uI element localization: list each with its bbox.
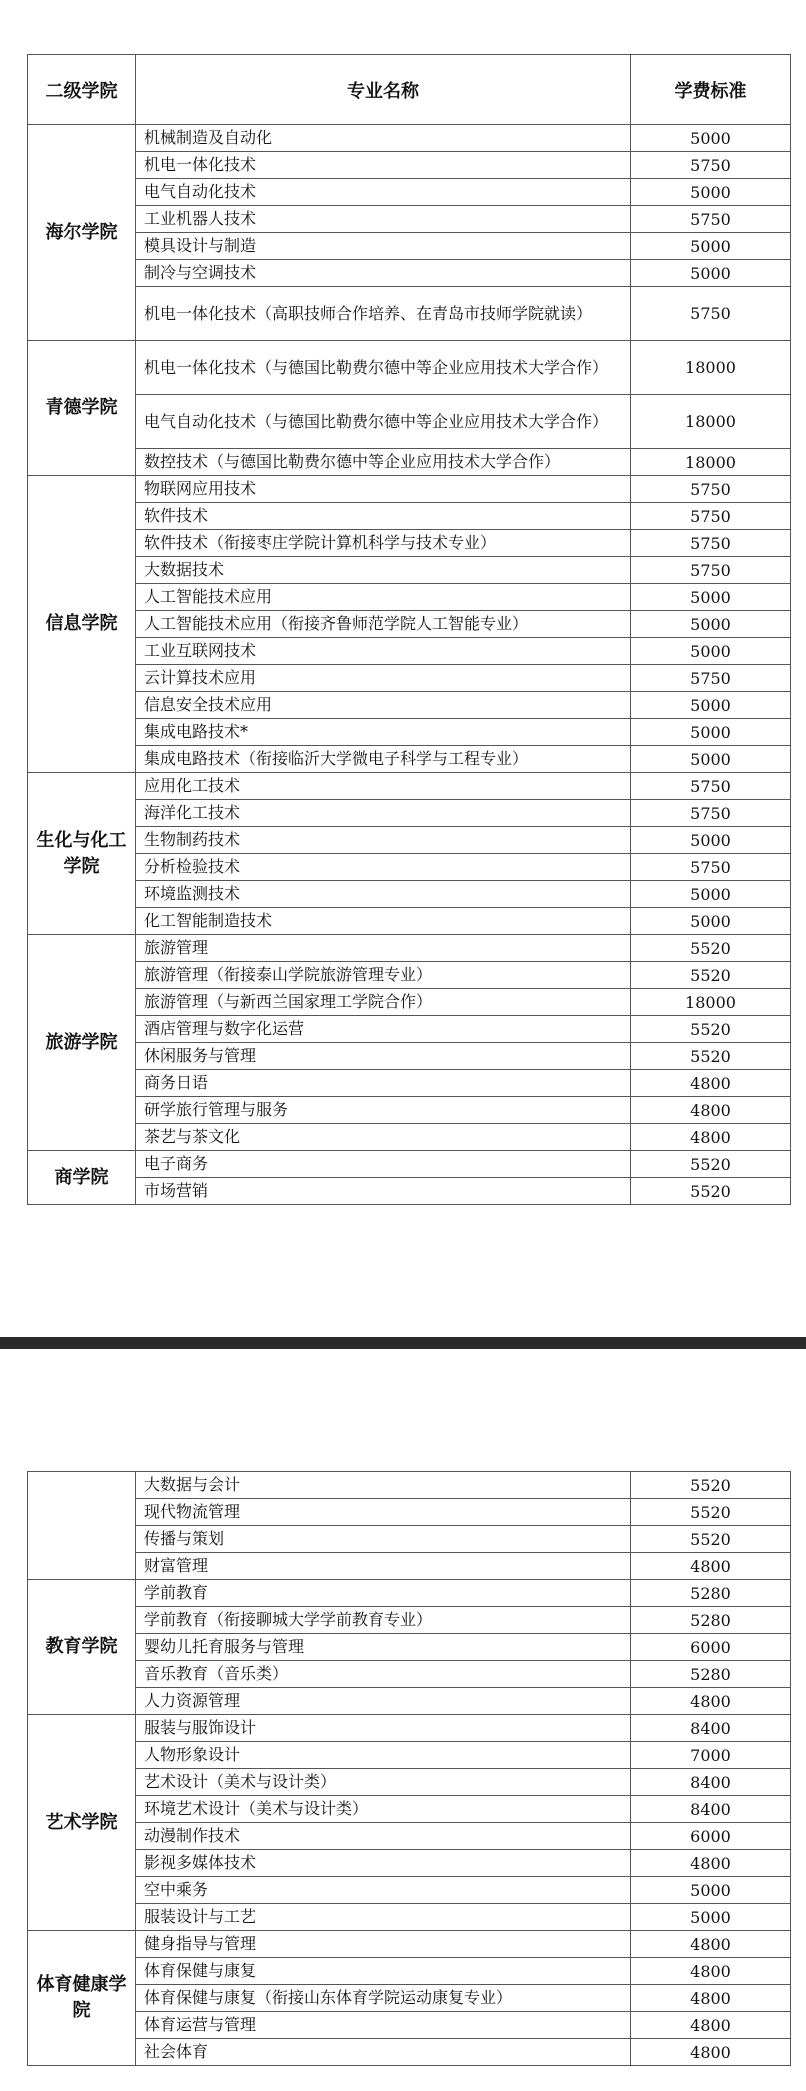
fee-cell: 5750 (631, 287, 791, 341)
fee-cell: 5520 (631, 1526, 791, 1553)
major-cell: 服装与服饰设计 (136, 1715, 631, 1742)
major-cell: 大数据技术 (136, 557, 631, 584)
college-cell: 商学院 (28, 1151, 136, 1205)
major-cell: 健身指导与管理 (136, 1931, 631, 1958)
fee-cell: 4800 (631, 1553, 791, 1580)
table-row (28, 1985, 791, 2012)
major-cell: 现代物流管理 (136, 1499, 631, 1526)
fee-cell: 4800 (631, 1850, 791, 1877)
fee-cell: 5000 (631, 908, 791, 935)
major-cell: 工业机器人技术 (136, 206, 631, 233)
major-cell: 机电一体化技术（与德国比勒费尔德中等企业应用技术大学合作） (136, 341, 631, 395)
college-cell: 信息学院 (28, 476, 136, 773)
table-row (28, 206, 791, 233)
fee-cell: 5750 (631, 476, 791, 503)
table-row (28, 935, 791, 962)
fee-cell: 5000 (631, 260, 791, 287)
header-college: 二级学院 (28, 55, 136, 125)
fee-cell: 5000 (631, 584, 791, 611)
table-row (28, 1715, 791, 1742)
major-cell: 休闲服务与管理 (136, 1043, 631, 1070)
fee-cell: 4800 (631, 1097, 791, 1124)
fee-cell: 4800 (631, 1958, 791, 1985)
table-row (28, 395, 791, 449)
table-row (28, 692, 791, 719)
table-row (28, 287, 791, 341)
major-cell: 社会体育 (136, 2039, 631, 2066)
table-row (28, 908, 791, 935)
table-row (28, 1877, 791, 1904)
major-cell: 茶艺与茶文化 (136, 1124, 631, 1151)
major-cell: 影视多媒体技术 (136, 1850, 631, 1877)
fee-table-part-2 (27, 1471, 791, 2066)
table-row (28, 854, 791, 881)
table-row (28, 1634, 791, 1661)
major-cell: 服装设计与工艺 (136, 1904, 631, 1931)
major-cell: 体育保健与康复 (136, 1958, 631, 1985)
table-row (28, 557, 791, 584)
fee-cell: 6000 (631, 1634, 791, 1661)
major-cell: 旅游管理（衔接泰山学院旅游管理专业） (136, 962, 631, 989)
fee-cell: 5520 (631, 1151, 791, 1178)
table-row (28, 611, 791, 638)
fee-cell: 18000 (631, 341, 791, 395)
table-row (28, 233, 791, 260)
major-cell: 人物形象设计 (136, 1742, 631, 1769)
table-row (28, 584, 791, 611)
table-row (28, 2039, 791, 2066)
fee-cell: 4800 (631, 1985, 791, 2012)
fee-cell: 5750 (631, 773, 791, 800)
major-cell: 机电一体化技术（高职技师合作培养、在青岛市技师学院就读） (136, 287, 631, 341)
fee-cell: 5750 (631, 530, 791, 557)
major-cell: 空中乘务 (136, 1877, 631, 1904)
major-cell: 艺术设计（美术与设计类） (136, 1769, 631, 1796)
major-cell: 研学旅行管理与服务 (136, 1097, 631, 1124)
table-row (28, 1070, 791, 1097)
fee-cell: 5280 (631, 1661, 791, 1688)
table-row (28, 827, 791, 854)
fee-cell: 5750 (631, 800, 791, 827)
table-row (28, 1124, 791, 1151)
fee-cell: 5520 (631, 1016, 791, 1043)
fee-cell: 5000 (631, 233, 791, 260)
fee-cell: 4800 (631, 1124, 791, 1151)
fee-cell: 5000 (631, 827, 791, 854)
major-cell: 软件技术 (136, 503, 631, 530)
fee-cell: 7000 (631, 1742, 791, 1769)
fee-cell: 4800 (631, 1070, 791, 1097)
fee-cell: 6000 (631, 1823, 791, 1850)
fee-cell: 4800 (631, 2012, 791, 2039)
fee-cell: 5000 (631, 881, 791, 908)
table-row (28, 665, 791, 692)
major-cell: 人工智能技术应用（衔接齐鲁师范学院人工智能专业） (136, 611, 631, 638)
table-row (28, 1178, 791, 1205)
fee-cell: 5000 (631, 719, 791, 746)
major-cell: 软件技术（衔接枣庄学院计算机科学与技术专业） (136, 530, 631, 557)
major-cell: 学前教育（衔接聊城大学学前教育专业） (136, 1607, 631, 1634)
major-cell: 制冷与空调技术 (136, 260, 631, 287)
table-row (28, 476, 791, 503)
table-row (28, 1958, 791, 1985)
college-cell: 艺术学院 (28, 1715, 136, 1931)
fee-cell: 5000 (631, 179, 791, 206)
table-row (28, 989, 791, 1016)
fee-cell: 5520 (631, 962, 791, 989)
major-cell: 电子商务 (136, 1151, 631, 1178)
table-row (28, 1823, 791, 1850)
fee-cell: 8400 (631, 1796, 791, 1823)
major-cell: 信息安全技术应用 (136, 692, 631, 719)
table-row (28, 1472, 791, 1499)
major-cell: 云计算技术应用 (136, 665, 631, 692)
major-cell: 生物制药技术 (136, 827, 631, 854)
table-row (28, 1097, 791, 1124)
major-cell: 环境艺术设计（美术与设计类） (136, 1796, 631, 1823)
table-row (28, 1043, 791, 1070)
table-row (28, 1661, 791, 1688)
major-cell: 海洋化工技术 (136, 800, 631, 827)
table-row (28, 719, 791, 746)
college-cell: 海尔学院 (28, 125, 136, 341)
fee-cell: 5280 (631, 1607, 791, 1634)
major-cell: 市场营销 (136, 1178, 631, 1205)
fee-cell: 8400 (631, 1715, 791, 1742)
table-row (28, 260, 791, 287)
fee-cell: 5520 (631, 1043, 791, 1070)
fee-cell: 5750 (631, 557, 791, 584)
table-row (28, 1580, 791, 1607)
table-row (28, 1016, 791, 1043)
major-cell: 商务日语 (136, 1070, 631, 1097)
major-cell: 酒店管理与数字化运营 (136, 1016, 631, 1043)
table-row (28, 800, 791, 827)
major-cell: 音乐教育（音乐类） (136, 1661, 631, 1688)
college-cell: 青德学院 (28, 341, 136, 476)
fee-cell: 5520 (631, 1499, 791, 1526)
table-row (28, 530, 791, 557)
table-row (28, 773, 791, 800)
table-row (28, 503, 791, 530)
fee-table-part-1 (27, 54, 791, 1205)
major-cell: 物联网应用技术 (136, 476, 631, 503)
fee-cell: 5750 (631, 665, 791, 692)
fee-cell: 5520 (631, 1178, 791, 1205)
fee-cell: 4800 (631, 2039, 791, 2066)
college-cell: 教育学院 (28, 1580, 136, 1715)
fee-cell: 5000 (631, 125, 791, 152)
major-cell: 婴幼儿托育服务与管理 (136, 1634, 631, 1661)
fee-cell: 5520 (631, 935, 791, 962)
fee-cell: 18000 (631, 989, 791, 1016)
fee-cell: 5750 (631, 206, 791, 233)
table-row (28, 1931, 791, 1958)
table-row (28, 881, 791, 908)
table-row (28, 1769, 791, 1796)
major-cell: 人力资源管理 (136, 1688, 631, 1715)
major-cell: 集成电路技术（衔接临沂大学微电子科学与工程专业） (136, 746, 631, 773)
fee-cell: 5750 (631, 152, 791, 179)
table-row (28, 2012, 791, 2039)
fee-cell: 8400 (631, 1769, 791, 1796)
table-row (28, 1904, 791, 1931)
major-cell: 化工智能制造技术 (136, 908, 631, 935)
table-row (28, 962, 791, 989)
major-cell: 传播与策划 (136, 1526, 631, 1553)
college-cell (28, 1472, 136, 1580)
major-cell: 财富管理 (136, 1553, 631, 1580)
header-major: 专业名称 (136, 55, 631, 125)
major-cell: 电气自动化技术 (136, 179, 631, 206)
major-cell: 分析检验技术 (136, 854, 631, 881)
major-cell: 旅游管理（与新西兰国家理工学院合作） (136, 989, 631, 1016)
major-cell: 动漫制作技术 (136, 1823, 631, 1850)
fee-cell: 4800 (631, 1688, 791, 1715)
major-cell: 体育运营与管理 (136, 2012, 631, 2039)
major-cell: 旅游管理 (136, 935, 631, 962)
fee-cell: 5000 (631, 1904, 791, 1931)
major-cell: 体育保健与康复（衔接山东体育学院运动康复专业） (136, 1985, 631, 2012)
fee-cell: 4800 (631, 1931, 791, 1958)
fee-cell: 5750 (631, 854, 791, 881)
fee-cell: 5280 (631, 1580, 791, 1607)
major-cell: 工业互联网技术 (136, 638, 631, 665)
college-cell: 旅游学院 (28, 935, 136, 1151)
major-cell: 机械制造及自动化 (136, 125, 631, 152)
table-row (28, 1499, 791, 1526)
major-cell: 模具设计与制造 (136, 233, 631, 260)
table-row (28, 1607, 791, 1634)
major-cell: 集成电路技术* (136, 719, 631, 746)
fee-cell: 5000 (631, 1877, 791, 1904)
fee-cell: 5520 (631, 1472, 791, 1499)
table-row (28, 152, 791, 179)
fee-cell: 5750 (631, 503, 791, 530)
college-cell: 体育健康学院 (28, 1931, 136, 2066)
page-divider (0, 1337, 806, 1349)
table-row (28, 1742, 791, 1769)
major-cell: 电气自动化技术（与德国比勒费尔德中等企业应用技术大学合作） (136, 395, 631, 449)
table-row (28, 746, 791, 773)
major-cell: 人工智能技术应用 (136, 584, 631, 611)
major-cell: 机电一体化技术 (136, 152, 631, 179)
table-row (28, 1850, 791, 1877)
fee-cell: 18000 (631, 395, 791, 449)
fee-cell: 5000 (631, 746, 791, 773)
table-row (28, 1151, 791, 1178)
table-row (28, 1796, 791, 1823)
table-row (28, 341, 791, 395)
college-cell: 生化与化工学院 (28, 773, 136, 935)
table-row (28, 125, 791, 152)
table-row (28, 179, 791, 206)
table-row (28, 638, 791, 665)
header-fee: 学费标准 (631, 55, 791, 125)
table-row (28, 1688, 791, 1715)
table-row (28, 1553, 791, 1580)
table-row (28, 449, 791, 476)
major-cell: 环境监测技术 (136, 881, 631, 908)
fee-cell: 18000 (631, 449, 791, 476)
major-cell: 学前教育 (136, 1580, 631, 1607)
major-cell: 大数据与会计 (136, 1472, 631, 1499)
fee-cell: 5000 (631, 611, 791, 638)
table-row (28, 1526, 791, 1553)
fee-cell: 5000 (631, 692, 791, 719)
major-cell: 数控技术（与德国比勒费尔德中等企业应用技术大学合作） (136, 449, 631, 476)
fee-cell: 5000 (631, 638, 791, 665)
major-cell: 应用化工技术 (136, 773, 631, 800)
